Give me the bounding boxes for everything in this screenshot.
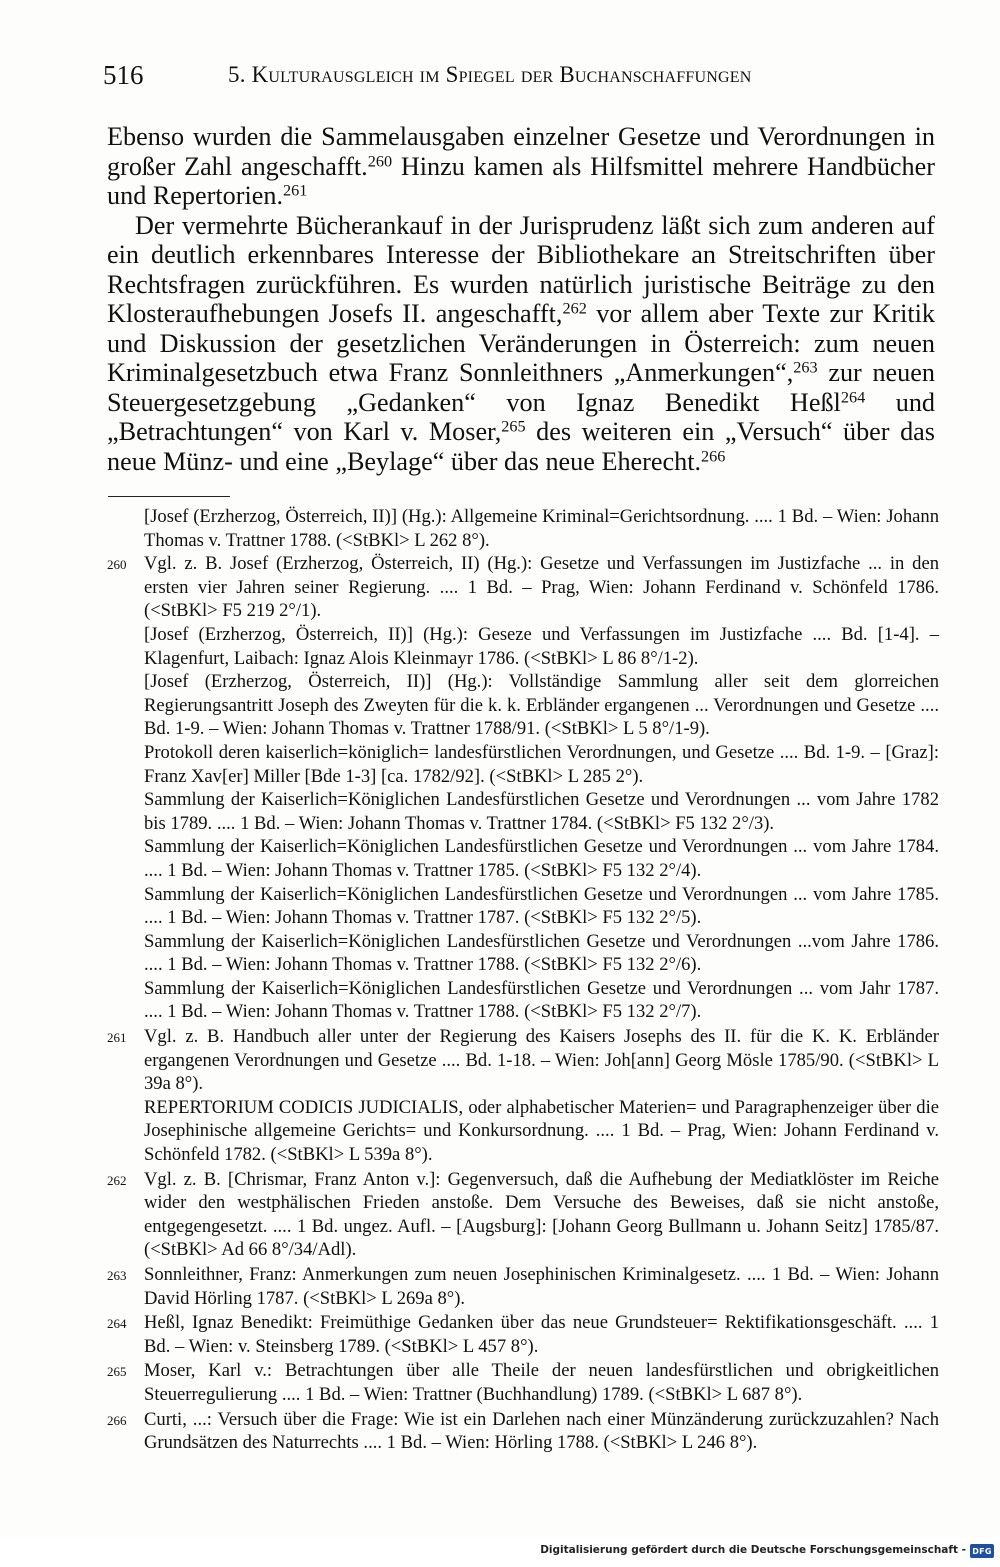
footnote-entry: Sammlung der Kaiserlich=Königlichen Landesfürstlichen Gesetze und Verordnungen ... vom Jahr 1787. .... 1 Bd. – Wien: Johann Thomas v. Trattner 1788. (<StBKl> F5 132 2°/7).	[144, 977, 939, 1023]
footnote-entry: Heßl, Ignaz Benedikt: Freimüthige Gedanken über das neue Grundsteuer= Rektifikationsgeschäft. .... 1 Bd. – Wien: v. Steinsberg 1789. (<StBKl> L 457 8°).	[144, 1312, 939, 1357]
footnote-ref-261[interactable]: 261	[283, 181, 308, 200]
paragraph-2: Der vermehrte Bücherankauf in der Jurisprudenz läßt sich zum anderen auf ein deutlich erkennbares Interesse der Bibliothekare an Streitschriften über Rechtsfragen zurückführen. Es wurden natürlich juristische Beiträge zu den Klosteraufhebungen Josefs II. angeschafft,$^{262}$ vor allem aber Texte zur Kritik und Diskussion der gesetzlichen Veränderungen in Österreich: zum neuen Kriminalgesetzbuch etwa Franz Sonnleithners „Anmerkungen“,$^{263}$ zur neuen Steuergesetzgebung „Gedanken“ von Ignaz Benedikt Heßl$^{264}$ und „Betrachtungen“ von Karl v. Moser,$^{265}$ des weiteren ein „Versuch“ über das neue Münz- und eine „Beylage“ über das neue Eherecht.$^{266}$	[107, 210, 936, 476]
digitization-footer	[0, 1537, 1000, 1567]
footnote-entry: Sonnleithner, Franz: Anmerkungen zum neuen Josephinischen Kriminalgesetz. .... 1 Bd. – Wien: Johann David Hörling 1787. (<StBKl> L 269a 8°).	[144, 1264, 939, 1309]
footnote-entry: Protokoll deren kaiserlich=königlich= landesfürstlichen Verordnungen, und Gesetze .... Bd. 1-9. – [Graz]: Franz Xav[er] Miller [Bde 1-3] [ca. 1782/92]. (<StBKl> L 285 2°).	[144, 741, 939, 787]
footnote-entry: REPERTORIUM CODICIS JUDICIALIS, oder alphabetischer Materien= und Paragraphenzeiger über die Josephinische allgemeine Gerichts= und Konkursordnung. .... 1 Bd. – Prag, Wien: Johann Ferdinand v. Schönfeld 1782. (<StBKl> L 539a 8°).	[144, 1096, 939, 1166]
running-title: 5. Kulturausgleich im Spiegel der Buchanschaffungen	[228, 62, 752, 87]
footnote-continued	[107, 505, 939, 552]
footnote-number: 265	[107, 1364, 127, 1380]
footnote-list	[107, 552, 939, 1455]
footnote-entry: Vgl. z. B. Josef (Erzherzog, Österreich, II) (Hg.): Gesetze und Verfassungen im Justizfache ... in den ersten vier Jahren seiner Regierung. .... 1 Bd. – Prag, Wien: Johann Ferdinand v. Schönfeld 1786. (<StBKl> F5 219 2°/1).	[144, 553, 939, 622]
footnote-261	[107, 1025, 939, 1167]
page-number: 516	[103, 60, 144, 90]
page-header	[103, 60, 935, 94]
footnote-ref-265[interactable]: 265	[501, 417, 526, 436]
footnote-ref-263[interactable]: 263	[793, 358, 818, 377]
footnote-260	[107, 552, 939, 1024]
footnote-264	[107, 1311, 939, 1358]
footnote-entry: [Josef (Erzherzog, Österreich, II)] (Hg.): Allgemeine Kriminal=Gerichtsordnung. .... 1 Bd. – Wien: Johann Thomas v. Trattner 1788. (<StBKl> L 262 8°).	[144, 506, 939, 551]
footnotes	[107, 505, 939, 1455]
footnote-ref-262[interactable]: 262	[562, 299, 587, 318]
footnote-number: 263	[107, 1268, 127, 1283]
footnote-entry: Sammlung der Kaiserlich=Königlichen Landesfürstlichen Gesetze und Verordnungen ...vom Jahre 1786. .... 1 Bd. – Wien: Johann Thomas v. Trattner 1788. (<StBKl> F5 132 2°/6).	[144, 930, 939, 976]
footnote-entry: Vgl. z. B. [Chrismar, Franz Anton v.]: Gegenversuch, daß die Aufhebung der Mediatklöster im Reiche wider den westphälischen Frieden anstoße. Dem Versuche des Beweises, daß sie nicht anstoße, entgegengesetzt. .... 1 Bd. ungez. Aufl. – [Augsburg]: [Johann Georg Bullmann u. Johann Seitz] 1785/87. (<StBKl> Ad 66 8°/34/Adl).	[144, 1168, 939, 1261]
footnote-ref-264[interactable]: 264	[840, 388, 866, 407]
footnote-number: 262	[107, 1172, 127, 1188]
footnote-ref-260[interactable]: 260	[367, 152, 393, 171]
paragraph-1: Ebenso wurden die Sammelausgaben einzelner Gesetze und Verordnungen in großer Zahl angeschafft.$^{260}$ Hinzu kamen als Hilfsmittel mehrere Handbücher und Repertorien.$^{261}$	[107, 122, 935, 210]
footnote-entry: [Josef (Erzherzog, Österreich, II)] (Hg.): Geseze und Verfassungen im Justizfache .... Bd. [1-4]. – Klagenfurt, Laibach: Ignaz Alois Kleinmayr 1786. (<StBKl> L 86 8°/1-2).	[144, 623, 939, 669]
footnote-entry: Moser, Karl v.: Betrachtungen über alle Theile der neuen landesfürstlichen und obrigkeitlichen Steuerregulierung .... 1 Bd. – Wien: Trattner (Buchhandlung) 1789. (<StBKl> L 687 8°).	[144, 1360, 939, 1405]
footnote-entry: Sammlung der Kaiserlich=Königlichen Landesfürstlichen Gesetze und Verordnungen ... vom Jahre 1782 bis 1789. .... 1 Bd. – Wien: Johann Thomas v. Trattner 1784. (<StBKl> F5 132 2°/3).	[144, 789, 939, 834]
footnote-number: 266	[107, 1412, 127, 1428]
footnote-entry: Sammlung der Kaiserlich=Königlichen Landesfürstlichen Gesetze und Verordnungen ... vom Jahre 1784. .... 1 Bd. – Wien: Johann Thomas v. Trattner 1785. (<StBKl> F5 132 2°/4).	[144, 836, 939, 881]
footnote-ref-266[interactable]: 266	[701, 447, 726, 466]
footnote-265	[107, 1359, 939, 1406]
footnote-entry: Sammlung der Kaiserlich=Königlichen Landesfürstlichen Gesetze und Verordnungen ... vom Jahre 1785. .... 1 Bd. – Wien: Johann Thomas v. Trattner 1787. (<StBKl> F5 132 2°/5).	[144, 883, 939, 929]
footnote-entry: [Josef (Erzherzog, Österreich, II)] (Hg.): Vollständige Sammlung aller seit dem glorreichen Regierungsantritt Joseph des Zweyten für die k. k. Erbländer ergangenen ... Verordnungen und Gesetze .... Bd. 1-9. – Wien: Johann Thomas v. Trattner 1788/91. (<StBKl> L 5 8°/1-9).	[144, 671, 939, 740]
footnote-entry: Curti, ...: Versuch über die Frage: Wie ist ein Darlehen nach einer Münzänderung zurückzuzahlen? Nach Grundsätzen des Naturrechts .... 1 Bd. – Wien: Hörling 1788. (<StBKl> L 246 8°).	[144, 1408, 939, 1454]
footnote-number: 261	[107, 1030, 127, 1046]
footnote-divider	[108, 496, 230, 497]
footnote-number: 264	[107, 1316, 127, 1332]
funding-notice: Digitalisierung gefördert durch die Deutsche Forschungsgemeinschaft -	[540, 1544, 966, 1556]
dfg-logo: DFG	[970, 1544, 994, 1558]
footnote-263	[107, 1263, 939, 1310]
footnote-266	[107, 1408, 939, 1455]
footnote-entry: Vgl. z. B. Handbuch aller unter der Regierung des Kaisers Josephs des II. für die K. K. Erbländer ergangenen Verordnungen und Gesetze .... Bd. 1-18. – Wien: Joh[ann] Georg Mösle 1785/90. (<StBKl> L 39a 8°).	[144, 1026, 939, 1095]
footnote-number: 260	[107, 557, 127, 573]
footnote-262	[107, 1168, 939, 1262]
main-text	[107, 122, 935, 476]
